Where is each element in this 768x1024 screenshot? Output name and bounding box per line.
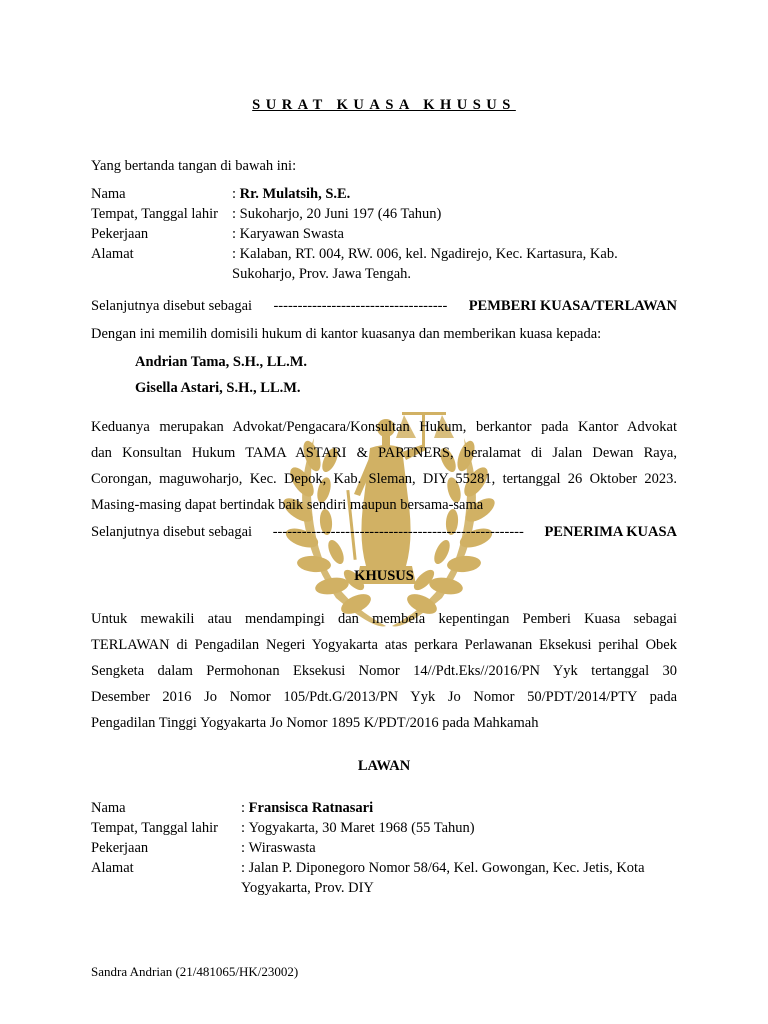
pemberi-identity bbox=[91, 184, 677, 284]
lawan-heading: LAWAN bbox=[357, 758, 411, 774]
disebut-label: Selanjutnya disebut sebagai bbox=[91, 298, 253, 314]
pemberi-pekerjaan: Karyawan Swasta bbox=[239, 226, 344, 242]
intro-text: Yang bertanda tangan di bawah ini: bbox=[91, 158, 297, 174]
paragraph-line: dan Konsultan Hukum TAMA ASTARI & PARTNERS, beralamat di Jalan Dewan Raya, bbox=[91, 445, 677, 461]
disebut-dashes: ---------------------------------------------------- bbox=[272, 524, 524, 540]
field-label: Alamat bbox=[91, 246, 134, 262]
penerima-kuasa-role: PENERIMA KUASA bbox=[544, 524, 677, 540]
pemberi-alamat-row-2 bbox=[91, 264, 677, 284]
field-label: Nama bbox=[91, 186, 126, 202]
lawan-identity bbox=[91, 798, 677, 898]
paragraph-line: Masing-masing dapat bertindak baik sendiri maupun bersama-sama bbox=[91, 497, 484, 513]
keduanya-paragraph bbox=[91, 414, 677, 518]
advokat-name: Andrian Tama, S.H., LL.M. bbox=[135, 354, 308, 370]
field-label: Pekerjaan bbox=[91, 226, 149, 242]
khusus-heading: KHUSUS bbox=[354, 568, 414, 584]
field-label: Tempat, Tanggal lahir bbox=[91, 206, 218, 222]
pemberi-alamat-row: Alamat : Kalaban, RT. 004, RW. 006, kel. Ngadirejo, Kec. Kartasura, Kab. bbox=[91, 246, 618, 262]
disebut-penerima-line bbox=[91, 522, 677, 542]
paragraph-line: Corongan, maguwoharjo, Kec. Depok, Kab. Sleman, DIY 55281, tertanggal 26 Oktober 2023. bbox=[91, 471, 677, 487]
lawan-nama-row: Nama : Fransisca Ratnasari bbox=[91, 800, 374, 816]
domisili-text: Dengan ini memilih domisili hukum di kantor kuasanya dan memberikan kuasa kepada: bbox=[91, 326, 602, 342]
field-label: Tempat, Tanggal lahir bbox=[91, 820, 218, 836]
untuk-paragraph bbox=[91, 606, 677, 736]
pemberi-alamat-line2: Sukoharjo, Prov. Jawa Tengah. bbox=[232, 266, 411, 282]
paragraph-line: Keduanya merupakan Advokat/Pengacara/Konsultan Hukum, berkantor pada Kantor Advokat bbox=[91, 419, 677, 435]
advokat-list bbox=[135, 352, 655, 398]
lawan-ttl-row: Tempat, Tanggal lahir : Yogyakarta, 30 Maret 1968 (55 Tahun) bbox=[91, 820, 475, 836]
lawan-alamat-row-2 bbox=[91, 878, 677, 898]
paragraph-line: Sengketa dalam Permohonan Eksekusi Nomor 14//Pdt.Eks//2016/PN Yyk tertanggal 30 bbox=[91, 663, 677, 679]
field-label: Pekerjaan bbox=[91, 840, 149, 856]
pemberi-kuasa-role: PEMBERI KUASA/TERLAWAN bbox=[468, 298, 677, 314]
field-label: Nama bbox=[91, 800, 126, 816]
pemberi-ttl: Sukoharjo, 20 Juni 197 (46 Tahun) bbox=[239, 206, 442, 222]
pemberi-pekerjaan-row: Pekerjaan : Karyawan Swasta bbox=[91, 226, 344, 242]
pemberi-alamat-line1: Kalaban, RT. 004, RW. 006, kel. Ngadirejo, Kec. Kartasura, Kab. bbox=[239, 246, 618, 262]
lawan-ttl: Yogyakarta, 30 Maret 1968 (55 Tahun) bbox=[248, 820, 475, 836]
lawan-alamat-row: Alamat : Jalan P. Diponegoro Nomor 58/64, Kel. Gowongan, Kec. Jetis, Kota bbox=[91, 860, 645, 876]
lawan-pekerjaan: Wiraswasta bbox=[248, 840, 316, 856]
advokat-name: Gisella Astari, S.H., LL.M. bbox=[135, 380, 301, 396]
disebut-dashes: ------------------------------------ bbox=[273, 298, 448, 314]
lawan-nama: Fransisca Ratnasari bbox=[248, 800, 374, 816]
disebut-pemberi-line bbox=[91, 296, 677, 316]
paragraph-line: Untuk mewakili atau mendampingi dan membela kepentingan Pemberi Kuasa sebagai bbox=[91, 611, 677, 627]
lawan-alamat-line1: Jalan P. Diponegoro Nomor 58/64, Kel. Gowongan, Kec. Jetis, Kota bbox=[248, 860, 645, 876]
paragraph-line: TERLAWAN di Pengadilan Negeri Yogyakarta atas perkara Perlawanan Eksekusi perihal Obek bbox=[91, 637, 677, 653]
lawan-alamat-line2: Yogyakarta, Prov. DIY bbox=[241, 880, 374, 896]
paragraph-line: Desember 2016 Jo Nomor 105/Pdt.G/2013/PN Yyk Jo Nomor 50/PDT/2014/PTY pada bbox=[91, 689, 677, 705]
lawan-pekerjaan-row: Pekerjaan : Wiraswasta bbox=[91, 840, 316, 856]
pemberi-nama-row: Nama : Rr. Mulatsih, S.E. bbox=[91, 186, 351, 202]
pemberi-ttl-row: Tempat, Tanggal lahir : Sukoharjo, 20 Juni 197 (46 Tahun) bbox=[91, 206, 442, 222]
disebut-label: Selanjutnya disebut sebagai bbox=[91, 524, 253, 540]
document-title: SURAT KUASA KHUSUS bbox=[252, 97, 516, 113]
paragraph-line: Pengadilan Tinggi Yogyakarta Jo Nomor 1895 K/PDT/2016 pada Mahkamah bbox=[91, 715, 539, 731]
pemberi-nama: Rr. Mulatsih, S.E. bbox=[239, 186, 351, 202]
footer-author: Sandra Andrian (21/481065/HK/23002) bbox=[91, 964, 299, 979]
field-label: Alamat bbox=[91, 860, 134, 876]
